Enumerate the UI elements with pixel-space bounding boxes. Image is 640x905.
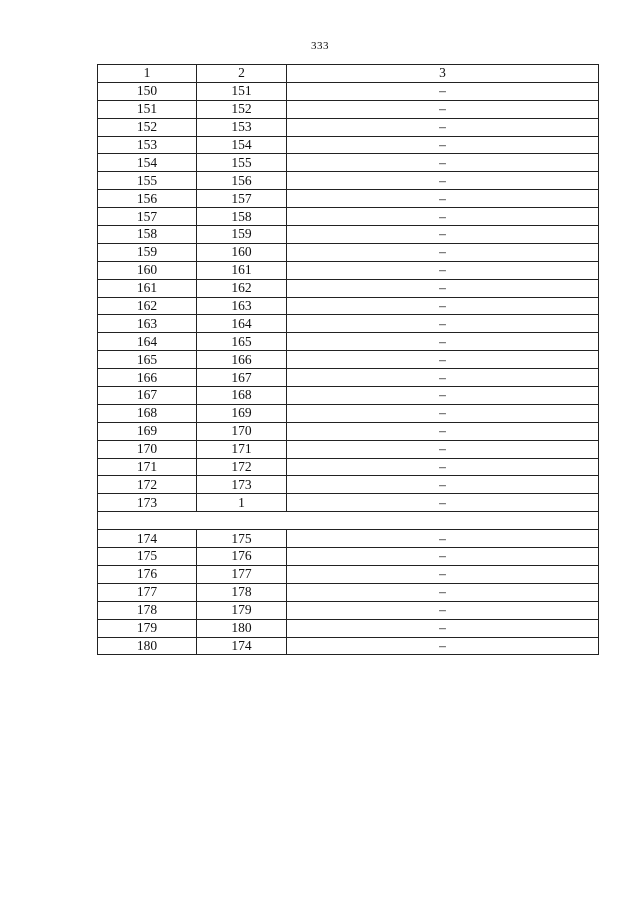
table-row [98, 315, 599, 333]
table-cell-col-2: 168 [197, 387, 287, 405]
table-cell-col-2: 153 [197, 118, 287, 136]
table-row [98, 190, 599, 208]
table-cell-col-1: 160 [98, 261, 197, 279]
table-cell-col-1: 152 [98, 118, 197, 136]
table-cell-col-3: – [287, 172, 599, 190]
table-cell-col-1: 153 [98, 136, 197, 154]
table-cell-col-3: – [287, 226, 599, 244]
table-cell-col-3: – [287, 422, 599, 440]
table-cell-col-2: 163 [197, 297, 287, 315]
table-cell-col-3: – [287, 601, 599, 619]
table-cell-col-3: – [287, 136, 599, 154]
table-row [98, 387, 599, 405]
table-cell-col-1: 177 [98, 583, 197, 601]
table-cell-col-3: – [287, 565, 599, 583]
table-row [98, 369, 599, 387]
table-cell-col-2: 159 [197, 226, 287, 244]
table-cell-col-1: 172 [98, 476, 197, 494]
table-header-row [98, 65, 599, 83]
table-cell-col-3: – [287, 494, 599, 512]
table-cell-col-2: 177 [197, 565, 287, 583]
table-row [98, 476, 599, 494]
table-row [98, 100, 599, 118]
table-cell-col-1: 154 [98, 154, 197, 172]
table-cell-col-1: 159 [98, 243, 197, 261]
table-cell-col-3: – [287, 279, 599, 297]
table-cell-col-1: 163 [98, 315, 197, 333]
table-cell-col-1: 151 [98, 100, 197, 118]
table-cell-col-1: 180 [98, 637, 197, 655]
table-row [98, 172, 599, 190]
table-cell-col-3: – [287, 190, 599, 208]
table-cell-col-3: – [287, 476, 599, 494]
table-cell-col-1: 164 [98, 333, 197, 351]
table-row [98, 565, 599, 583]
table-cell-col-1: 173 [98, 494, 197, 512]
data-table [97, 64, 599, 655]
table-cell-col-3: – [287, 458, 599, 476]
table-row [98, 82, 599, 100]
table-body-part-1 [98, 82, 599, 511]
table-cell-col-2: 156 [197, 172, 287, 190]
table-cell-col-1: 178 [98, 601, 197, 619]
table-cell-col-2: 175 [197, 530, 287, 548]
table-cell-col-3: – [287, 243, 599, 261]
table-row [98, 583, 599, 601]
separator-row [98, 512, 599, 530]
table-row [98, 494, 599, 512]
table-row [98, 243, 599, 261]
table-cell-col-1: 155 [98, 172, 197, 190]
table-cell-col-2: 180 [197, 619, 287, 637]
table-cell-col-2: 166 [197, 351, 287, 369]
table-cell-col-2: 173 [197, 476, 287, 494]
column-header-2: 2 [197, 65, 287, 83]
table-body-part-2 [98, 530, 599, 655]
table-cell-col-1: 169 [98, 422, 197, 440]
table-row [98, 351, 599, 369]
table-cell-col-3: – [287, 530, 599, 548]
table-cell-col-3: – [287, 297, 599, 315]
table-cell-col-3: – [287, 100, 599, 118]
table-cell-col-2: 179 [197, 601, 287, 619]
table-cell-col-2: 158 [197, 208, 287, 226]
table-cell-col-1: 161 [98, 279, 197, 297]
table-cell-col-3: – [287, 404, 599, 422]
table-cell-col-1: 170 [98, 440, 197, 458]
table-cell-col-2: 154 [197, 136, 287, 154]
column-header-3: 3 [287, 65, 599, 83]
table-cell-col-2: 164 [197, 315, 287, 333]
table-row [98, 440, 599, 458]
page-number: 333 [311, 40, 329, 52]
table-cell-col-2: 178 [197, 583, 287, 601]
table-cell-col-1: 167 [98, 387, 197, 405]
table-cell-col-2: 171 [197, 440, 287, 458]
table-row [98, 548, 599, 566]
table-cell-col-3: – [287, 118, 599, 136]
table-cell-col-1: 174 [98, 530, 197, 548]
table-cell-col-3: – [287, 208, 599, 226]
table-cell-col-1: 150 [98, 82, 197, 100]
table-cell-col-2: 157 [197, 190, 287, 208]
table-cell-col-1: 166 [98, 369, 197, 387]
table-cell-col-2: 155 [197, 154, 287, 172]
table-cell-col-2: 169 [197, 404, 287, 422]
table-row [98, 601, 599, 619]
table-cell-col-3: – [287, 315, 599, 333]
column-header-1: 1 [98, 65, 197, 83]
table-header [98, 65, 599, 83]
table-cell-col-2: 161 [197, 261, 287, 279]
table-row [98, 118, 599, 136]
table-cell-col-2: 151 [197, 82, 287, 100]
table-cell-col-3: – [287, 261, 599, 279]
table-cell-col-2: 162 [197, 279, 287, 297]
table-cell-col-3: – [287, 619, 599, 637]
table-row [98, 458, 599, 476]
table-cell-col-3: – [287, 548, 599, 566]
table-cell-col-3: – [287, 637, 599, 655]
table-cell-col-1: 158 [98, 226, 197, 244]
table-row [98, 261, 599, 279]
table-cell-col-3: – [287, 369, 599, 387]
table-cell-col-2: 167 [197, 369, 287, 387]
table-row [98, 297, 599, 315]
table-cell-col-1: 162 [98, 297, 197, 315]
table-row [98, 530, 599, 548]
table-cell-col-1: 176 [98, 565, 197, 583]
table-cell-col-1: 168 [98, 404, 197, 422]
table-cell-col-2: 165 [197, 333, 287, 351]
table-row [98, 136, 599, 154]
table-cell-col-3: – [287, 387, 599, 405]
table-row [98, 333, 599, 351]
table-row [98, 404, 599, 422]
table-cell-col-2: 174 [197, 637, 287, 655]
table-cell-col-3: – [287, 440, 599, 458]
separator-cell [98, 512, 599, 530]
table-row [98, 619, 599, 637]
table-cell-col-2: 1 [197, 494, 287, 512]
table-cell-col-2: 160 [197, 243, 287, 261]
table-cell-col-3: – [287, 333, 599, 351]
table-row [98, 422, 599, 440]
table-cell-col-2: 152 [197, 100, 287, 118]
table-cell-col-3: – [287, 583, 599, 601]
table-cell-col-1: 156 [98, 190, 197, 208]
table-cell-col-1: 171 [98, 458, 197, 476]
table-cell-col-3: – [287, 82, 599, 100]
table-row [98, 637, 599, 655]
table-cell-col-2: 176 [197, 548, 287, 566]
table-cell-col-1: 175 [98, 548, 197, 566]
table-cell-col-2: 170 [197, 422, 287, 440]
table-separator [98, 512, 599, 530]
table-row [98, 208, 599, 226]
table-row [98, 154, 599, 172]
table-cell-col-2: 172 [197, 458, 287, 476]
table-row [98, 226, 599, 244]
table-row [98, 279, 599, 297]
table-cell-col-3: – [287, 154, 599, 172]
table-cell-col-3: – [287, 351, 599, 369]
table-cell-col-1: 157 [98, 208, 197, 226]
table-cell-col-1: 179 [98, 619, 197, 637]
table-cell-col-1: 165 [98, 351, 197, 369]
